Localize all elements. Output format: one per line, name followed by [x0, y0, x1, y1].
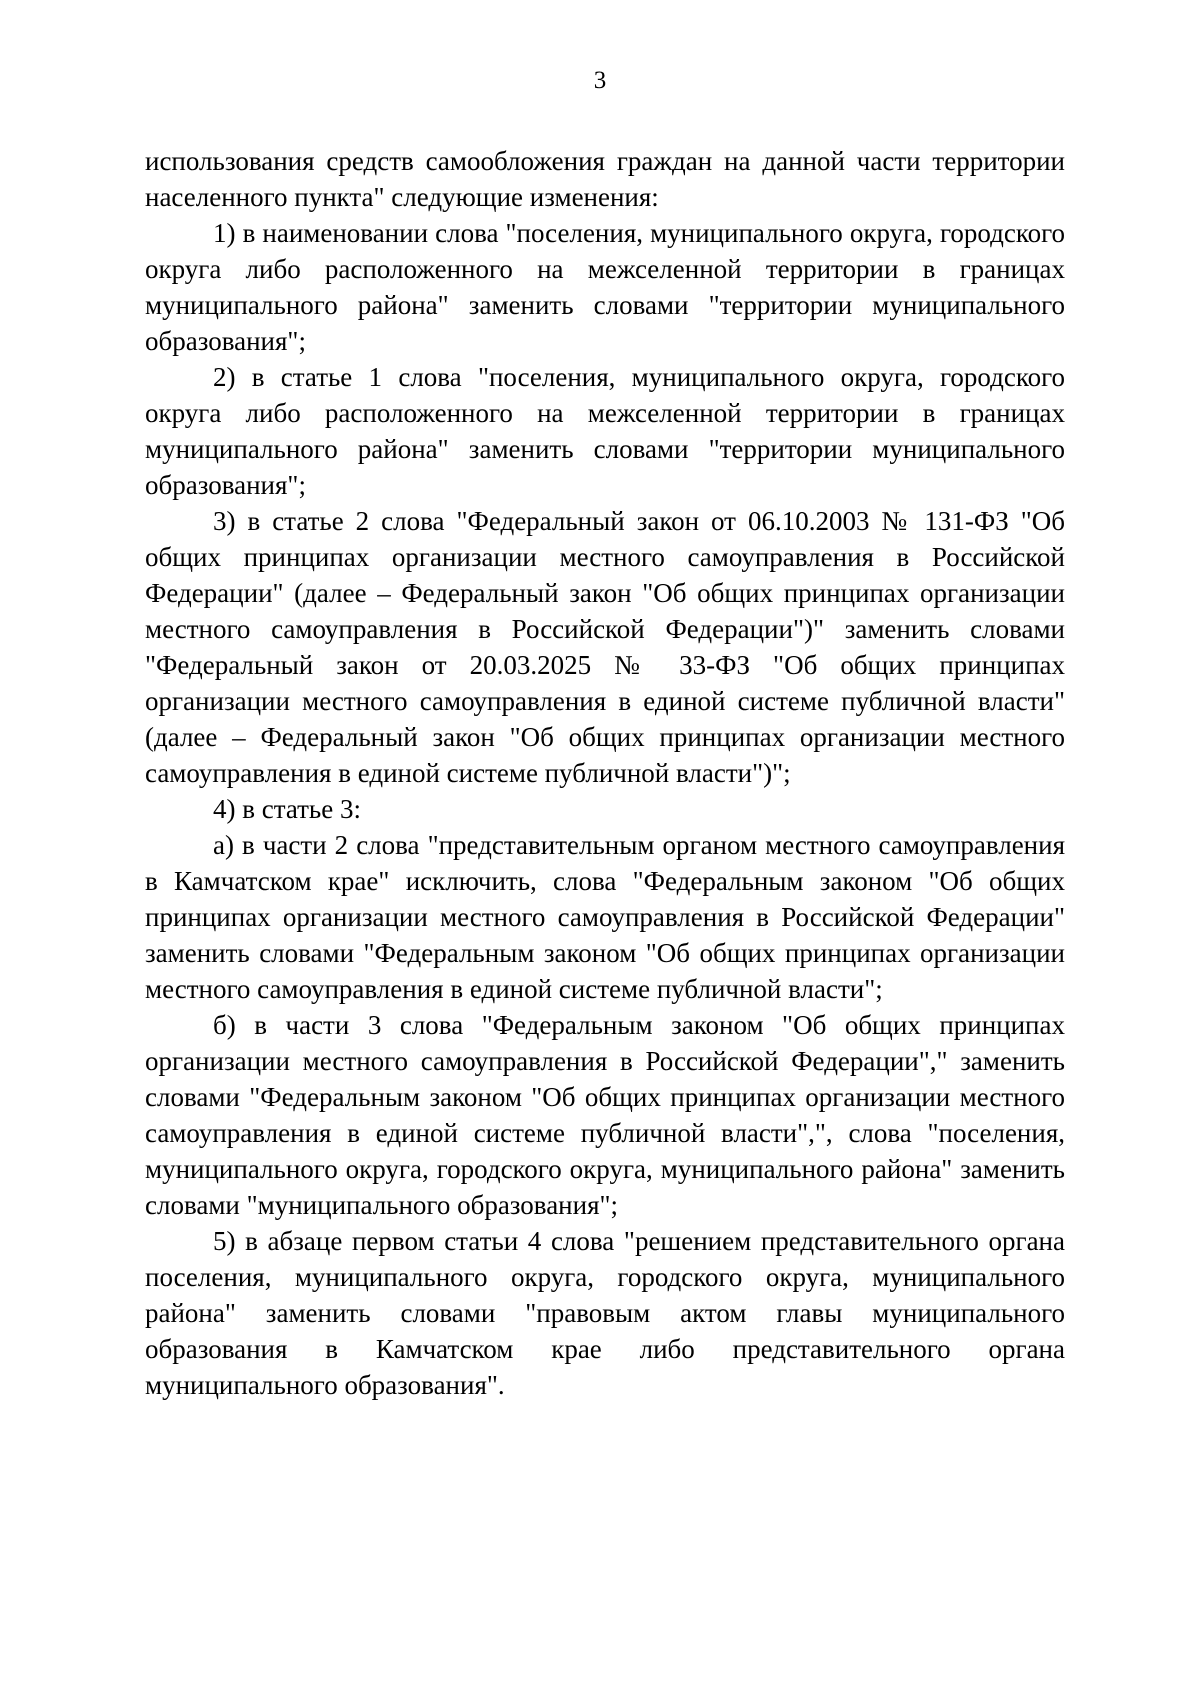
paragraph-item-1: 1) в наименовании слова "поселения, муниципального округа, городского округа либо расположенного на межселенной территории в границах муниципального района" заменить словами "территории муниципального образования";	[145, 218, 1065, 356]
paragraph-item-4b: б) в части 3 слова "Федеральным законом "Об общих принципах организации местного самоуправления в Российской Федерации"," заменить словами "Федеральным законом "Об общих принципах организации местного самоуправления в единой системе публичной власти",", слова "поселения, муниципального округа, городского округа, муниципального района" заменить словами "муниципального образования";	[145, 1010, 1065, 1220]
page-number: 3	[593, 67, 607, 94]
paragraph-item-2: 2) в статье 1 слова "поселения, муниципального округа, городского округа либо расположенного на межселенной территории в границах муниципального района" заменить словами "территории муниципального образования";	[145, 362, 1065, 500]
paragraph-item-5: 5) в абзаце первом статьи 4 слова "решением представительного органа поселения, муниципального округа, городского округа, муниципального района" заменить словами "правовым актом главы муниципального образования в Камчатском крае либо представительного органа муниципального образования".	[145, 1226, 1065, 1400]
paragraph-item-4a: а) в части 2 слова "представительным органом местного самоуправления в Камчатском крае" исключить, слова "Федеральным законом "Об общих принципах организации местного самоуправления в Российской Федерации" заменить словами "Федеральным законом "Об общих принципах организации местного самоуправления в единой системе публичной власти";	[145, 830, 1065, 1004]
paragraph-item-3: 3) в статье 2 слова "Федеральный закон от 06.10.2003 № 131-ФЗ "Об общих принципах организации местного самоуправления в Российской Федерации" (далее – Федеральный закон "Об общих принципах организации местного самоуправления в Российской Федерации")" заменить словами "Федеральный закон от 20.03.2025 № 33-ФЗ "Об общих принципах организации местного самоуправления в единой системе публичной власти" (далее – Федеральный закон "Об общих принципах организации местного самоуправления в единой системе публичной власти")";	[145, 506, 1065, 788]
paragraph-item-4: 4) в статье 3:	[213, 794, 361, 824]
document-body	[145, 143, 1065, 1403]
paragraph-intro: использования средств самообложения граждан на данной части территории населенного пункта" следующие изменения:	[145, 146, 1065, 212]
